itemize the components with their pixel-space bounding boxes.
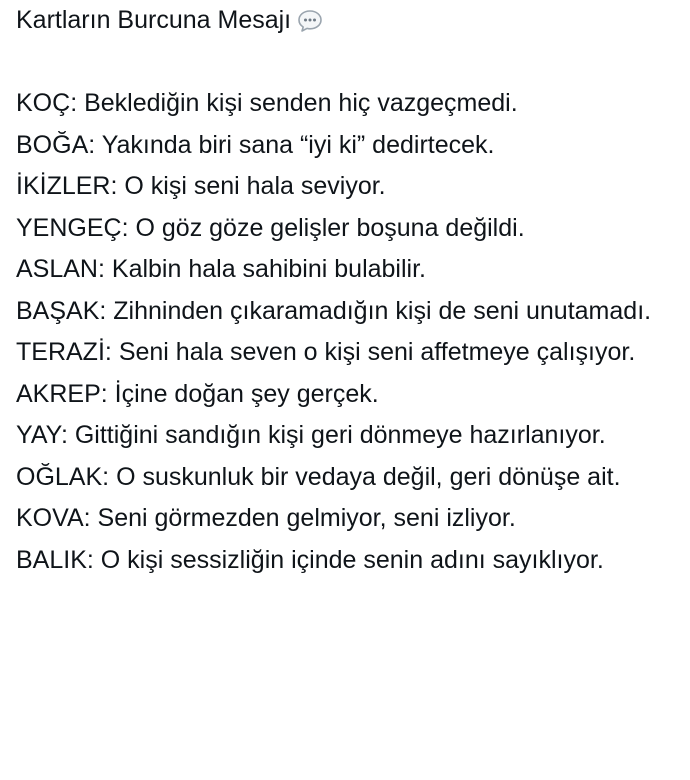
sign-name: KOÇ: [16, 89, 71, 117]
sign-message: O suskunluk bir vedaya değil, geri dönüşe ait.: [116, 462, 621, 491]
sign-message: O kişi sessizliğin içinde senin adını sayıklıyor.: [100, 545, 604, 574]
sign-message: Zihninden çıkaramadığın kişi de seni unutamadı.: [113, 296, 652, 325]
sign-message-akrep: AKREP: İçine doğan şey gerçek.: [16, 379, 379, 408]
sign-message-koc: KOÇ: Beklediğin kişi senden hiç vazgeçmedi.: [16, 89, 518, 117]
sign-message-kova: KOVA: Seni görmezden gelmiyor, seni izliyor.: [16, 504, 516, 532]
sign-name: KOVA: [16, 504, 84, 532]
sign-message-balik: BALIK: O kişi sessizliğin içinde senin adını sayıklıyor.: [16, 545, 604, 574]
sign-message: O göz göze gelişler boşuna değildi.: [135, 213, 525, 242]
sign-message-yengec: YENGEÇ: O göz göze gelişler boşuna değildi.: [16, 213, 525, 242]
sign-message-terazi: TERAZİ: Seni hala seven o kişi seni affetmeye çalışıyor.: [16, 338, 636, 366]
post-text: [16, 0, 688, 581]
sign-name: BALIK: [16, 545, 87, 574]
sign-name: AKREP: [16, 379, 101, 408]
sign-name: ASLAN: [16, 255, 98, 283]
sign-message-ikizler: İKİZLER: O kişi seni hala seviyor.: [16, 172, 386, 200]
sign-message-oglak: OĞLAK: O suskunluk bir vedaya değil, geri dönüşe ait.: [16, 462, 621, 491]
sign-name: BAŞAK: [16, 296, 100, 325]
sign-message: Yakında biri sana “iyi ki” dedirtecek.: [101, 130, 495, 159]
sign-name: BOĞA: [16, 130, 89, 159]
speech-bubble-icon: [297, 9, 323, 33]
sign-message: Seni hala seven o kişi seni affetmeye çalışıyor.: [118, 338, 636, 366]
sign-message-yay: YAY: Gittiğini sandığın kişi geri dönmeye hazırlanıyor.: [16, 421, 606, 449]
sign-name: YENGEÇ: [16, 213, 122, 242]
sign-message: O kişi seni hala seviyor.: [124, 172, 386, 200]
sign-name: YAY: [16, 421, 61, 449]
sign-message: İçine doğan şey gerçek.: [114, 379, 379, 408]
sign-name: OĞLAK: [16, 462, 103, 491]
sign-message: Seni görmezden gelmiyor, seni izliyor.: [97, 504, 516, 532]
sign-message: Beklediğin kişi senden hiç vazgeçmedi.: [84, 89, 518, 117]
sign-message-aslan: ASLAN: Kalbin hala sahibini bulabilir.: [16, 255, 426, 283]
sign-message: Gittiğini sandığın kişi geri dönmeye hazırlanıyor.: [74, 421, 606, 449]
sign-message: Kalbin hala sahibini bulabilir.: [111, 255, 426, 283]
post-title-line: [16, 0, 688, 42]
sign-name: İKİZLER: [16, 172, 111, 200]
sign-name: TERAZİ: [16, 338, 105, 366]
post-title: Kartların Burcuna Mesajı: [16, 6, 292, 34]
sign-message-boga: BOĞA: Yakında biri sana “iyi ki” dedirtecek.: [16, 130, 495, 159]
sign-message-basak: BAŞAK: Zihninden çıkaramadığın kişi de seni unutamadı.: [16, 296, 652, 325]
blank-line: [16, 42, 688, 84]
